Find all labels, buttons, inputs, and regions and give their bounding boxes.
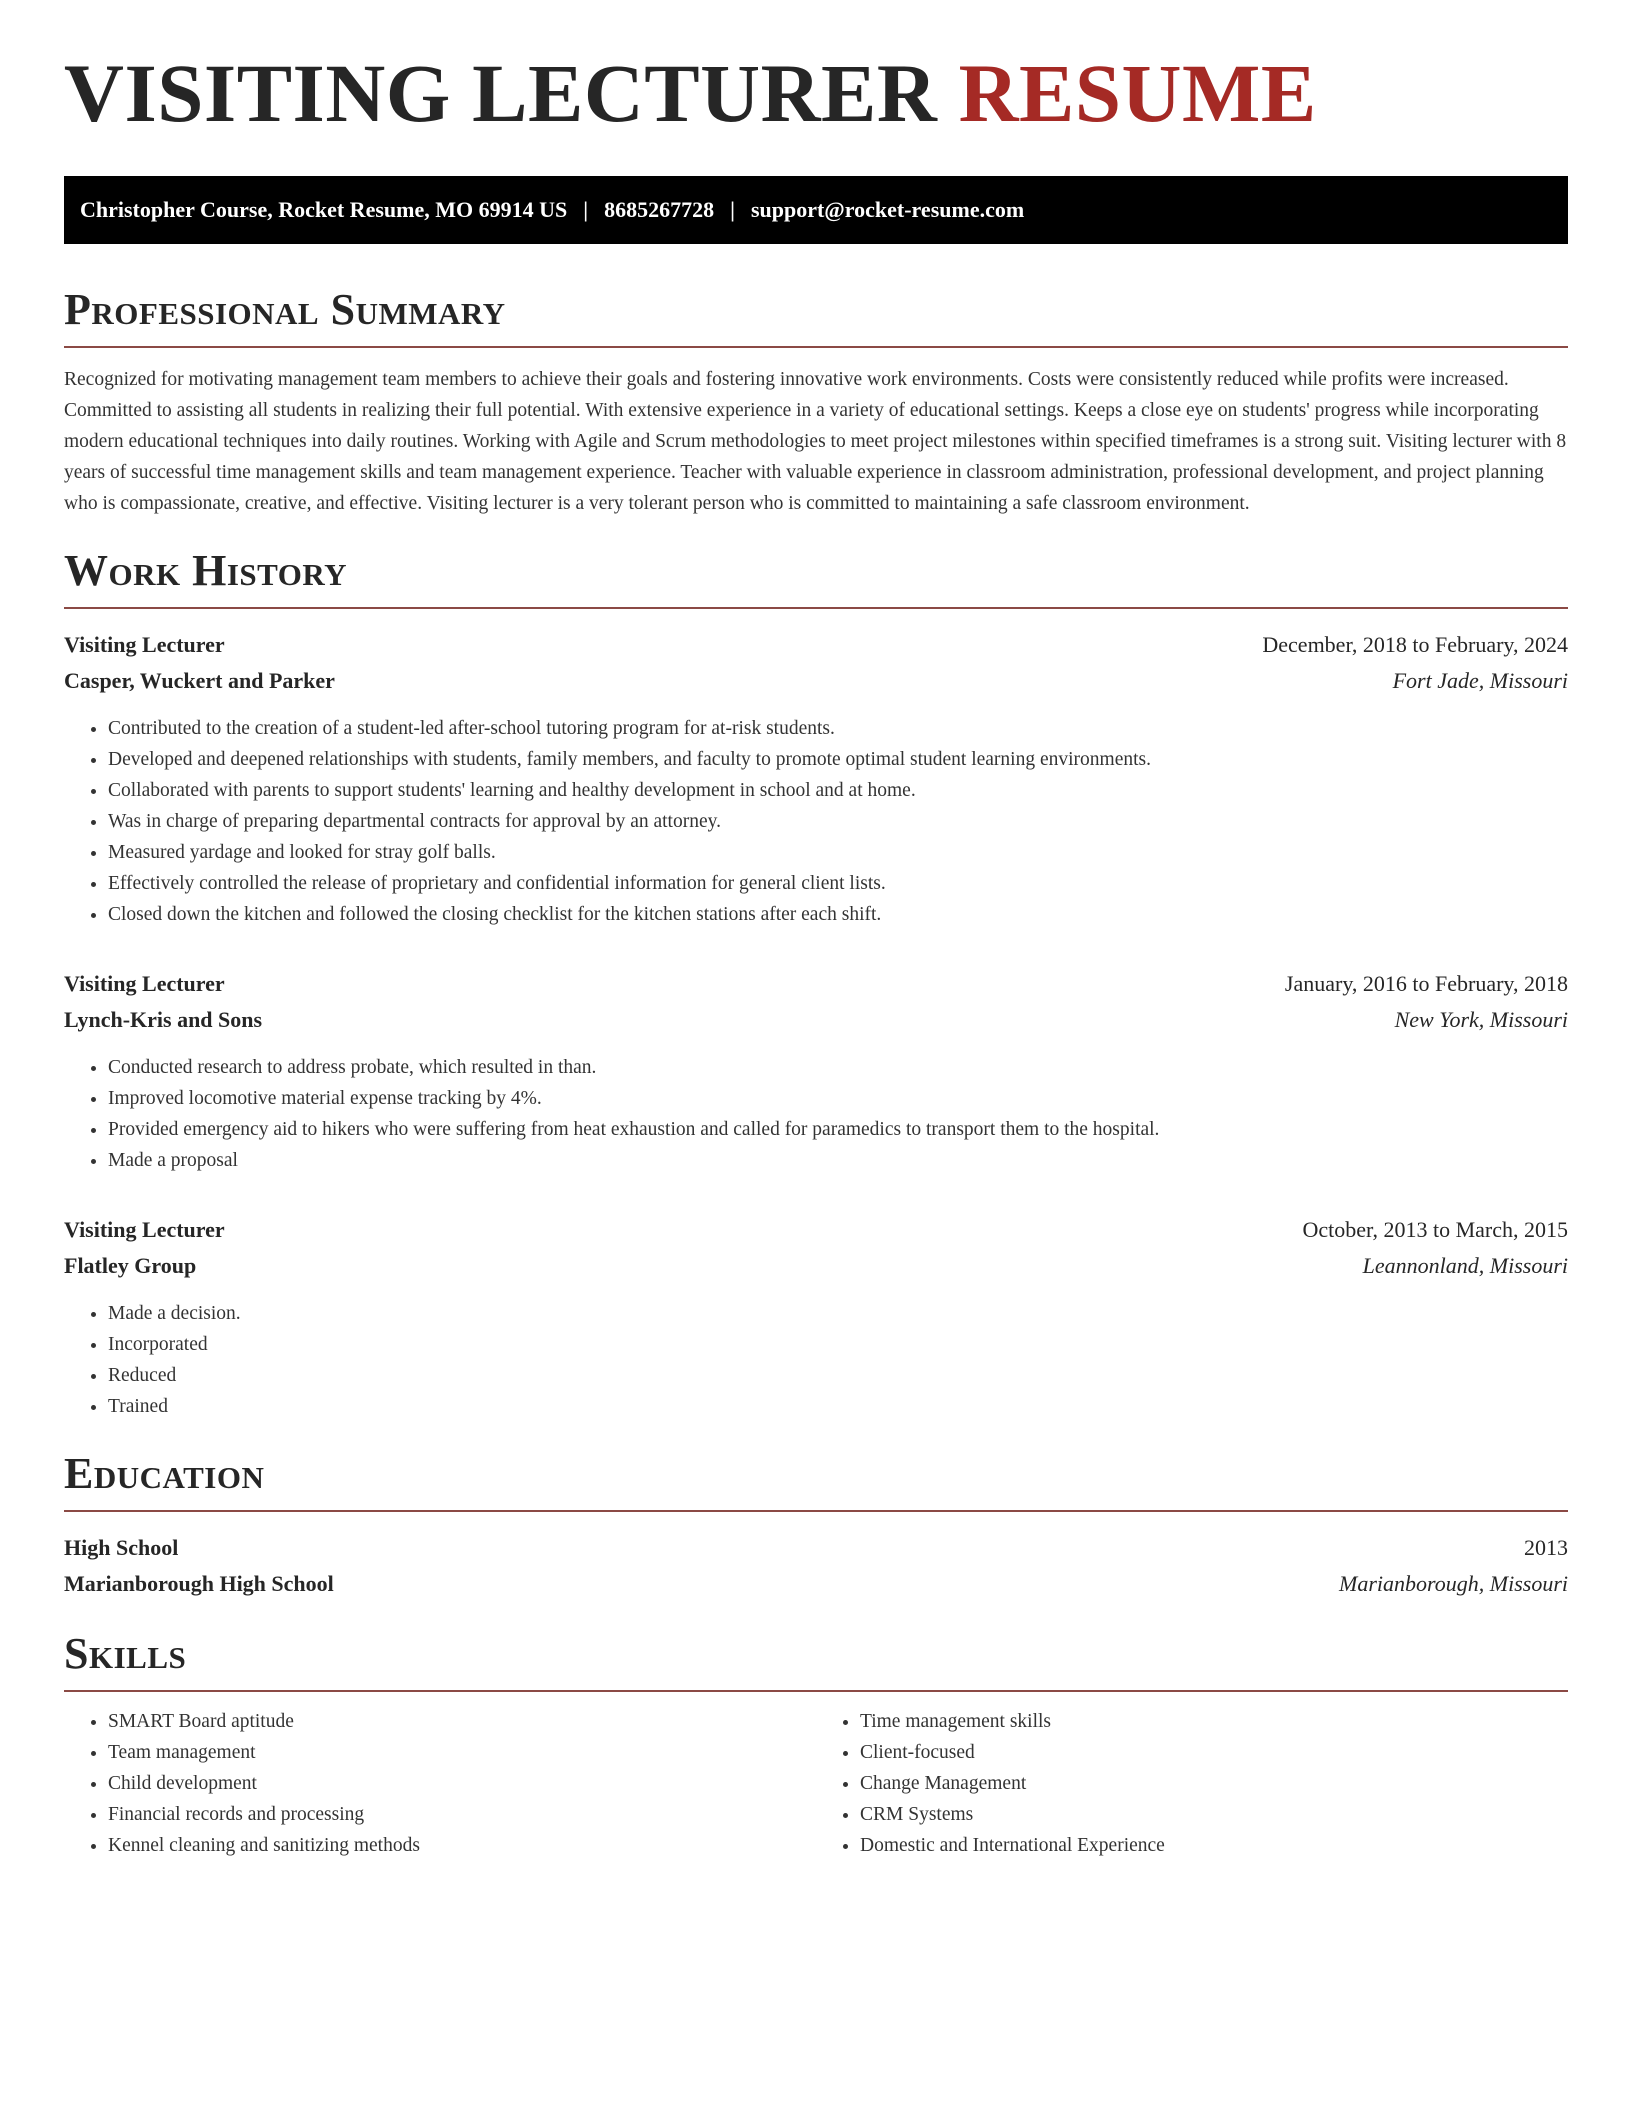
resume-title	[64, 47, 1568, 139]
job-dates: January, 2016 to February, 2018	[1284, 971, 1568, 996]
contact-bar	[64, 176, 1568, 244]
job-title-row	[64, 966, 1568, 1002]
job-location: Fort Jade, Missouri	[1392, 668, 1568, 693]
skills-left-list	[64, 1706, 816, 1861]
job-bullet: • Collaborated with parents to support students' learning and healthy development in school and at home.	[108, 775, 1568, 806]
skill-item: • Change Management	[860, 1768, 1568, 1799]
education-school: Marianborough High School	[64, 1571, 334, 1596]
job-location: Leannonland, Missouri	[1362, 1253, 1568, 1278]
education-degree: High School	[64, 1535, 179, 1560]
education-degree-row	[64, 1530, 1568, 1566]
job-title: Visiting Lecturer	[64, 971, 225, 996]
education-entry	[64, 1530, 1568, 1602]
job-bullet: • Measured yardage and looked for stray golf balls.	[108, 837, 1568, 868]
job-company: Casper, Wuckert and Parker	[64, 668, 335, 693]
job-bullet: • Incorporated	[108, 1329, 1568, 1360]
job-location: New York, Missouri	[1394, 1007, 1568, 1032]
education-location: Marianborough, Missouri	[1339, 1571, 1568, 1596]
work-history-section	[64, 546, 1568, 1422]
skill-item: • CRM Systems	[860, 1799, 1568, 1830]
job-company-row	[64, 1248, 1568, 1284]
job-title-row	[64, 1212, 1568, 1248]
skills-right-list	[816, 1706, 1568, 1861]
job-bullet: • Trained	[108, 1391, 1568, 1422]
job-bullets	[64, 1298, 1568, 1422]
job-company: Flatley Group	[64, 1253, 197, 1278]
job-company-row	[64, 663, 1568, 699]
job-bullet: • Provided emergency aid to hikers who were suffering from heat exhaustion and called for paramedics to transport them to the hospital.	[108, 1114, 1568, 1145]
education-heading: Education	[64, 1452, 1568, 1512]
skills-heading: Skills	[64, 1632, 1568, 1692]
job-entry	[64, 1212, 1568, 1422]
job-dates: October, 2013 to March, 2015	[1302, 1217, 1568, 1242]
job-title-row	[64, 627, 1568, 663]
job-company-row	[64, 1002, 1568, 1038]
job-bullet: • Improved locomotive material expense tracking by 4%.	[108, 1083, 1568, 1114]
skill-item: • Client-focused	[860, 1737, 1568, 1768]
job-entry	[64, 966, 1568, 1176]
education-school-row	[64, 1566, 1568, 1602]
job-bullet: • Closed down the kitchen and followed the closing checklist for the kitchen stations after each shift.	[108, 899, 1568, 930]
summary-text: Recognized for motivating management team members to achieve their goals and fostering innovative work environments. Costs were consistently reduced while profits were increased. Committed to assisting all students in realizing their full potential. With extensive experience in a variety of educational settings. Keeps a close eye on students' progress while incorporating modern educational techniques into daily routines. Working with Agile and Scrum methodologies to meet project milestones within specified timeframes is a strong suit. Visiting lecturer with 8 years of successful time management skills and team management experience. Teacher with valuable experience in classroom administration, professional development, and project planning who is compassionate, creative, and effective. Visiting lecturer is a very tolerant person who is committed to maintaining a safe classroom environment.	[64, 369, 1567, 514]
job-bullet: • Developed and deepened relationships with students, family members, and faculty to promote optimal student learning environments.	[108, 744, 1568, 775]
job-entry	[64, 627, 1568, 930]
title-accent: RESUME	[958, 47, 1317, 139]
skills-columns	[64, 1706, 1568, 1861]
job-company: Lynch-Kris and Sons	[64, 1007, 263, 1032]
job-bullet: • Made a decision.	[108, 1298, 1568, 1329]
skill-item: • Time management skills	[860, 1706, 1568, 1737]
summary-section	[64, 285, 1568, 519]
job-bullet: • Made a proposal	[108, 1145, 1568, 1176]
job-bullet: • Contributed to the creation of a student-led after-school tutoring program for at-risk students.	[108, 713, 1568, 744]
contact-address: Christopher Course, Rocket Resume, MO 69914 US	[80, 197, 568, 222]
skill-item: • Financial records and processing	[108, 1799, 816, 1830]
jobs-list	[64, 627, 1568, 1422]
skill-item: • Team management	[108, 1737, 816, 1768]
work-history-heading: Work History	[64, 549, 1568, 609]
contact-separator: |	[730, 197, 735, 222]
job-bullet: • Reduced	[108, 1360, 1568, 1391]
education-section	[64, 1449, 1568, 1602]
skill-item: • Domestic and International Experience	[860, 1830, 1568, 1861]
contact-email: support@rocket-resume.com	[750, 197, 1025, 222]
job-dates: December, 2018 to February, 2024	[1262, 632, 1568, 657]
job-title: Visiting Lecturer	[64, 1217, 225, 1242]
resume-header	[64, 0, 1568, 170]
skills-section	[64, 1629, 1568, 1861]
skill-item: • Child development	[108, 1768, 816, 1799]
education-year: 2013	[1524, 1535, 1568, 1560]
job-bullets	[64, 1052, 1568, 1176]
skill-item: • Kennel cleaning and sanitizing methods	[108, 1830, 816, 1861]
job-bullet: • Was in charge of preparing departmental contracts for approval by an attorney.	[108, 806, 1568, 837]
skill-item: • SMART Board aptitude	[108, 1706, 816, 1737]
job-bullet: • Effectively controlled the release of proprietary and confidential information for general client lists.	[108, 868, 1568, 899]
job-bullet: • Conducted research to address probate, which resulted in than.	[108, 1052, 1568, 1083]
summary-heading: Professional Summary	[64, 288, 1568, 348]
job-bullets	[64, 713, 1568, 930]
contact-phone: 8685267728	[604, 197, 715, 222]
job-title: Visiting Lecturer	[64, 632, 225, 657]
title-main: VISITING LECTURER	[64, 47, 938, 139]
contact-separator: |	[583, 197, 589, 222]
